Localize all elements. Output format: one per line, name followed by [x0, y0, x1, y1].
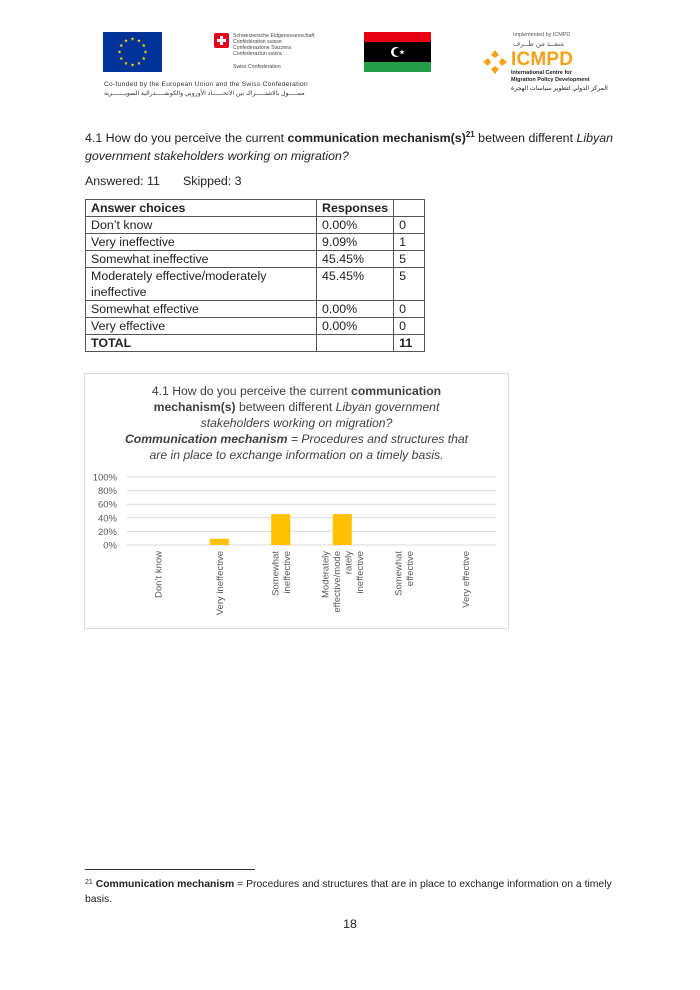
row-choice: Very ineffective — [86, 234, 317, 251]
footnote-term: Communication mechanism — [95, 879, 235, 890]
skipped-count: Skipped: 3 — [183, 174, 242, 188]
row-percent: 0.00% — [317, 318, 394, 335]
chart-title-l1-bold: communication — [351, 384, 442, 398]
icmpd-name-line1: International Centre for — [511, 70, 572, 76]
eu-star-icon — [119, 44, 123, 48]
row-count: 0 — [394, 318, 425, 335]
eu-star-icon — [142, 57, 146, 61]
table-row — [86, 268, 425, 301]
row-percent: 9.09% — [317, 234, 394, 251]
chart-title-l2-bold: mechanism(s) — [153, 400, 236, 414]
row-count: 1 — [394, 234, 425, 251]
icmpd-wordmark: ICMPD — [511, 49, 574, 70]
swiss-name-fr: Confédération suisse — [233, 39, 282, 45]
cofunded-english: Co-funded by the European Union and the Swiss Confederation — [104, 81, 308, 88]
row-percent: 45.45% — [317, 268, 394, 301]
swiss-name-it: Confederazione Svizzera — [233, 45, 291, 51]
icmpd-name-line2: Migration Policy Development — [511, 77, 590, 83]
eu-stars — [103, 32, 162, 72]
eu-star-icon — [124, 39, 128, 43]
eu-star-icon — [137, 61, 141, 65]
eu-star-icon — [119, 57, 123, 61]
y-tick-label: 0% — [103, 540, 117, 552]
table-row — [86, 251, 425, 268]
x-tick-label — [153, 551, 164, 598]
total-label: TOTAL — [86, 335, 317, 352]
question-mid: between different — [474, 131, 577, 145]
table-header-row — [86, 200, 425, 217]
question-italic: Libyan government stakeholders working on migration? — [85, 131, 613, 163]
bar — [210, 539, 229, 545]
x-tick-label-line: rately — [343, 551, 355, 575]
x-tick-label-line: effective/mode — [332, 551, 343, 613]
row-choice: Moderately effective/moderately ineffective — [86, 268, 317, 301]
eu-star-icon — [144, 50, 148, 54]
row-percent: 0.00% — [317, 217, 394, 234]
row-count: 5 — [394, 268, 425, 301]
question-text — [85, 129, 625, 165]
row-choice: Don’t know — [86, 217, 317, 234]
table-total-row — [86, 335, 425, 352]
swiss-cross-logo — [214, 33, 229, 48]
swiss-name-de: Schweizerische Eidgenossenschaft — [233, 33, 315, 39]
total-count: 11 — [394, 335, 425, 352]
eu-star-icon — [131, 63, 135, 67]
bar — [271, 514, 290, 545]
crescent-star-icon — [386, 44, 410, 60]
chart-container — [84, 373, 509, 629]
x-tick-label — [215, 551, 226, 615]
chart-title-l5-italic: are in place to exchange information on a timely basis. — [149, 448, 444, 462]
x-tick-label — [394, 551, 417, 596]
x-tick-label-line: ineffective — [282, 551, 293, 594]
chart-title-l4-italic: = Procedures and structures that — [287, 432, 469, 446]
x-tick-label-line: Very ineffective — [214, 551, 226, 616]
swiss-confederation: Swiss Confederation — [233, 64, 281, 70]
header-count — [394, 200, 425, 217]
swiss-name-rm: Confederaziun svizra — [233, 51, 282, 57]
total-percent — [317, 335, 394, 352]
eu-star-icon — [118, 50, 122, 54]
row-count: 0 — [394, 301, 425, 318]
y-tick-label: 40% — [97, 513, 117, 525]
answered-count: Answered: 11 — [85, 174, 160, 188]
y-tick-label: 20% — [97, 526, 117, 538]
chart-title-l2-italic: Libyan government — [335, 400, 440, 414]
question-prefix: 4.1 How do you perceive the current — [85, 131, 288, 145]
eu-flag-logo — [103, 32, 162, 72]
table-row — [86, 234, 425, 251]
table-row — [86, 301, 425, 318]
page-number: 18 — [343, 917, 357, 931]
cofunded-arabic: ممـــــول بالاشتـــــراك بين الاتحــــــاد الأوروبي والكونفـــــدرالية السويـــــــرية — [104, 90, 305, 97]
chart-title-l3-italic: stakeholders working on migration? — [200, 416, 393, 430]
bar-chart — [85, 374, 508, 628]
footnote-number: 21 — [85, 879, 93, 886]
x-tick-label — [271, 551, 294, 596]
implemented-by-arabic: منفــذ من طــرف — [513, 41, 564, 48]
eu-star-icon — [124, 61, 128, 65]
footnote-text: = Procedures and structures that are in place to exchange information on a timely basis. — [85, 879, 612, 905]
footnote — [85, 877, 625, 907]
chart-title-l2-normal: between different — [235, 400, 336, 414]
responses-table — [85, 199, 425, 352]
row-percent: 0.00% — [317, 301, 394, 318]
libya-flag-logo — [364, 32, 431, 72]
x-tick-label-line: Somewhat — [270, 551, 282, 596]
question-bold-term: communication mechanism(s) — [287, 131, 466, 145]
x-tick-label-line: effective — [405, 551, 416, 587]
footnote-rule — [85, 869, 255, 870]
eu-star-icon — [137, 39, 141, 43]
x-tick-label — [321, 551, 367, 613]
row-choice: Somewhat effective — [86, 301, 317, 318]
x-tick-label — [461, 551, 472, 608]
x-tick-label-line: Somewhat — [393, 551, 405, 596]
x-tick-label-line: Very effective — [460, 551, 472, 608]
table-row — [86, 318, 425, 335]
y-tick-label: 60% — [97, 499, 117, 511]
row-count: 5 — [394, 251, 425, 268]
footnote-ref: 21 — [465, 130, 475, 139]
row-percent: 45.45% — [317, 251, 394, 268]
y-tick-label: 100% — [92, 472, 117, 484]
x-tick-label-line: ineffective — [355, 551, 366, 594]
implemented-by-label: Implemented by ICMPD — [513, 32, 571, 38]
x-tick-label-line: Don’t know — [153, 551, 165, 598]
eu-star-icon — [142, 44, 146, 48]
chart-title-l1-normal: 4.1 How do you perceive the current — [151, 384, 352, 398]
row-choice: Very effective — [86, 318, 317, 335]
icmpd-emblem-icon — [482, 49, 508, 75]
chart-title-l4-bolditalic: Communication mechanism — [124, 432, 288, 446]
y-tick-label: 80% — [97, 486, 117, 498]
row-choice: Somewhat ineffective — [86, 251, 317, 268]
row-count: 0 — [394, 217, 425, 234]
header-responses: Responses — [317, 200, 394, 217]
bar — [333, 514, 352, 545]
icmpd-name-arabic: المركز الدولي لتطوير سياسات الهجرة — [511, 85, 608, 92]
header-answer-choices: Answer choices — [86, 200, 317, 217]
eu-star-icon — [131, 37, 135, 41]
x-tick-label-line: Moderately — [320, 551, 332, 598]
table-row — [86, 217, 425, 234]
